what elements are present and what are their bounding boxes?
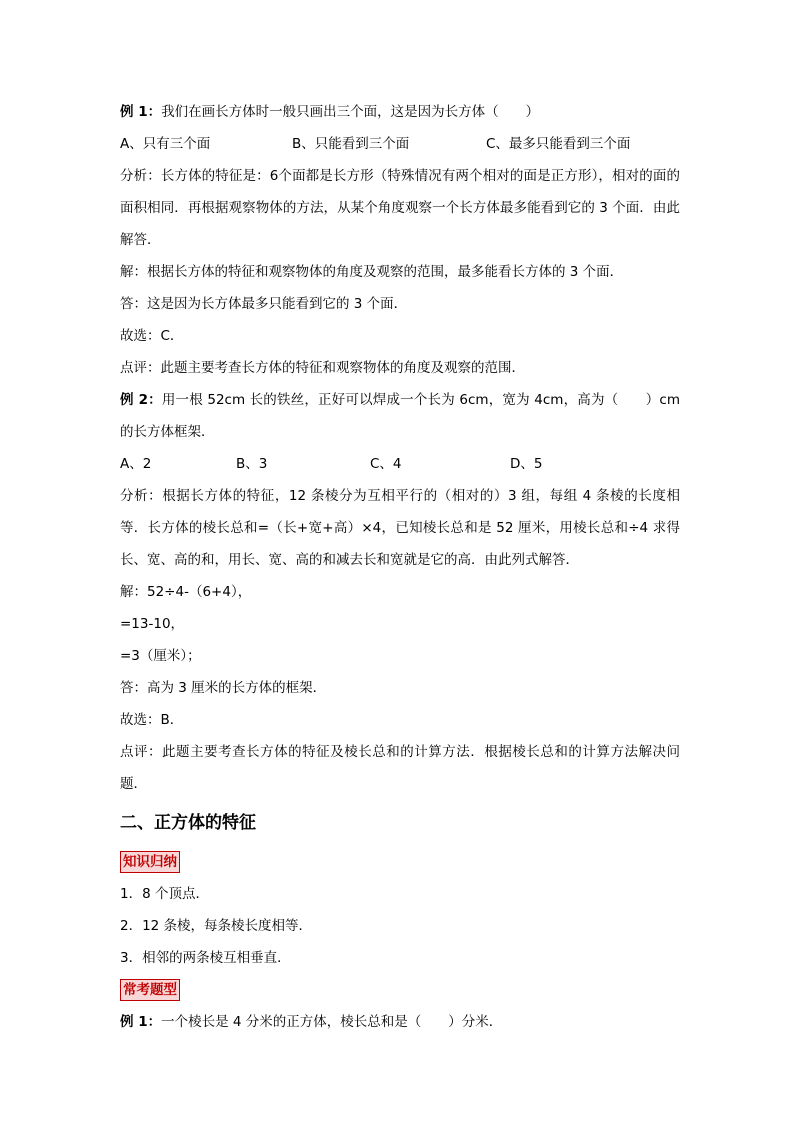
tag-common-label: 常考题型 xyxy=(120,979,180,1001)
ex1-choice: 故选：C． xyxy=(120,328,184,344)
ex2-solution-line-1: 解：52÷4-（6+4）， xyxy=(120,584,252,600)
cube-point-3: 3．相邻的两条棱互相垂直． xyxy=(120,950,291,966)
ex1-solution: 解：根据长方体的特征和观察物体的角度及观察的范围，最多能看长方体的 3 个面． xyxy=(120,264,624,280)
ex2-comment: 点评：此题主要考查长方体的特征及棱长总和的计算方法．根据棱长总和的计算方法解决问题． xyxy=(120,744,680,792)
tag-common xyxy=(120,979,180,1001)
ex2-analysis: 分析：根据长方体的特征，12 条棱分为互相平行的（相对的）3 组，每组 4 条棱的长度相等．长方体的棱长总和=（长+宽+高）×4，已知棱长总和是 52 厘米，用棱长总和÷4 求得长、宽、高的和，用长、宽、高的和减去长和宽就是它的高．由此列式解答． xyxy=(120,488,680,568)
section-title-cube: 二、正方体的特征 xyxy=(120,813,256,833)
cube-ex1-label: 例 1： xyxy=(120,1014,162,1030)
ex1-question-text: 我们在画长方体时一般只画出三个面，这是因为长方体（ ） xyxy=(161,104,540,120)
cube-ex1-question-text: 一个棱长是 4 分米的正方体，棱长总和是（ ）分米． xyxy=(161,1014,503,1030)
cube-point-2: 2．12 条棱，每条棱长度相等． xyxy=(120,918,313,934)
ex2-choice: 故选：B． xyxy=(120,712,184,728)
ex2-option-b: B、3 xyxy=(236,456,268,472)
ex1-analysis: 分析：长方体的特征是：6个面都是长方形（特殊情况有两个相对的面是正方形），相对的面的面积相同．再根据观察物体的方法，从某个角度观察一个长方体最多能看到它的 3 个面．由此解答． xyxy=(120,168,680,248)
tag-common-row xyxy=(120,974,680,1006)
ex1-comment: 点评：此题主要考查长方体的特征和观察物体的角度及观察的范围． xyxy=(120,360,525,376)
ex2-options xyxy=(120,448,680,480)
ex1-option-b: B、只能看到三个面 xyxy=(292,136,410,152)
cube-point-1: 1．8 个顶点． xyxy=(120,886,209,902)
ex1-option-c: C、最多只能看到三个面 xyxy=(486,136,631,152)
ex1-question xyxy=(120,96,680,128)
tag-knowledge xyxy=(120,851,180,873)
ex2-option-a: A、2 xyxy=(120,456,152,472)
document-page xyxy=(120,96,680,1038)
ex1-answer: 答：这是因为长方体最多只能看到它的 3 个面． xyxy=(120,296,408,312)
cube-ex1-question xyxy=(120,1006,680,1038)
tag-knowledge-label: 知识归纳 xyxy=(120,851,180,873)
ex2-option-d: D、5 xyxy=(510,456,543,472)
ex2-solution-line-2: =13-10， xyxy=(120,616,185,632)
ex2-question xyxy=(120,384,680,448)
ex2-label: 例 2： xyxy=(120,392,162,408)
ex1-options xyxy=(120,128,680,160)
tag-knowledge-row xyxy=(120,846,680,878)
ex1-option-a: A、只有三个面 xyxy=(120,136,211,152)
ex2-option-c: C、4 xyxy=(370,456,402,472)
ex2-answer: 答：高为 3 厘米的长方体的框架． xyxy=(120,680,327,696)
ex2-solution-line-3: =3（厘米）； xyxy=(120,648,201,664)
ex1-label: 例 1： xyxy=(120,104,162,120)
ex2-question-text: 用一根 52cm 长的铁丝，正好可以焊成一个长为 6cm，宽为 4cm，高为（ ）cm 的长方体框架． xyxy=(120,392,680,440)
